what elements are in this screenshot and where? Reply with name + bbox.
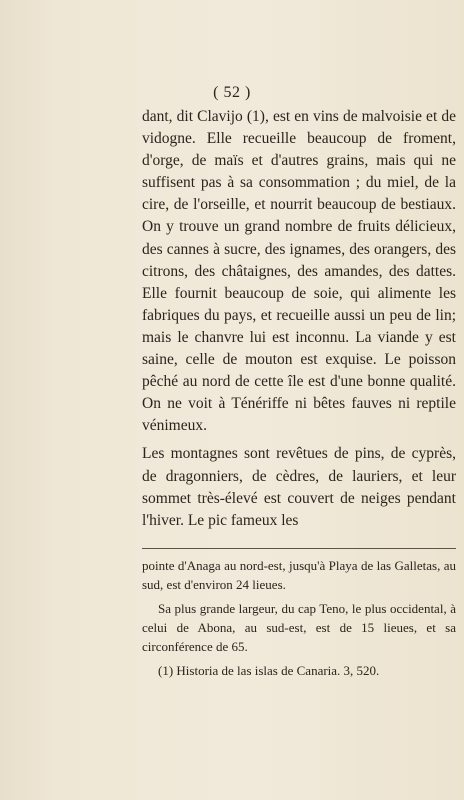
body-paragraph-1: dant, dit Clavijo (1), est en vins de malvoisie et de vidogne. Elle recueille beaucoup de froment, d'orge, de maïs et d'autres grains, mais qui ne suffisent pas à sa consommation ; du miel, de la cire, de l'orseille, et nourrit beaucoup de bestiaux. On y trouve un grand nombre de fruits délicieux, des cannes à sucre, des ignames, des orangers, des citrons, des châtaignes, des amandes, des dattes. Elle fournit beaucoup de soie, qui alimente les fabriques du pays, et recueille aussi un peu de lin; mais le chanvre lui est inconnu. La viande y est saine, celle de mouton est exquise. Le poisson pêché au nord de cette île est d'une bonne qualité. On ne voit à Ténériffe ni bêtes fauves ni reptile vénimeux. <box>142 108 456 435</box>
body-paragraph-2: Les montagnes sont revêtues de pins, de cyprès, de dragonniers, de cèdres, de lauriers, et leur sommet très-élevé est couvert de neiges pendant l'hiver. Le pic fameux les <box>142 445 456 529</box>
notes-block <box>142 556 456 685</box>
footnote-divider <box>142 548 456 549</box>
main-text <box>142 106 456 532</box>
footnote-1: (1) Historia de las islas de Canaria. 3, 520. <box>158 663 380 678</box>
note-continuation: pointe d'Anaga au nord-est, jusqu'à Playa de las Galletas, au sud, est d'environ 24 lieues. <box>142 558 456 592</box>
page-number: ( 52 ) <box>213 84 251 101</box>
note-width: Sa plus grande largeur, du cap Teno, le plus occidental, à celui de Abona, au sud-est, est de 15 lieues, et sa circonférence de 65. <box>142 601 456 654</box>
